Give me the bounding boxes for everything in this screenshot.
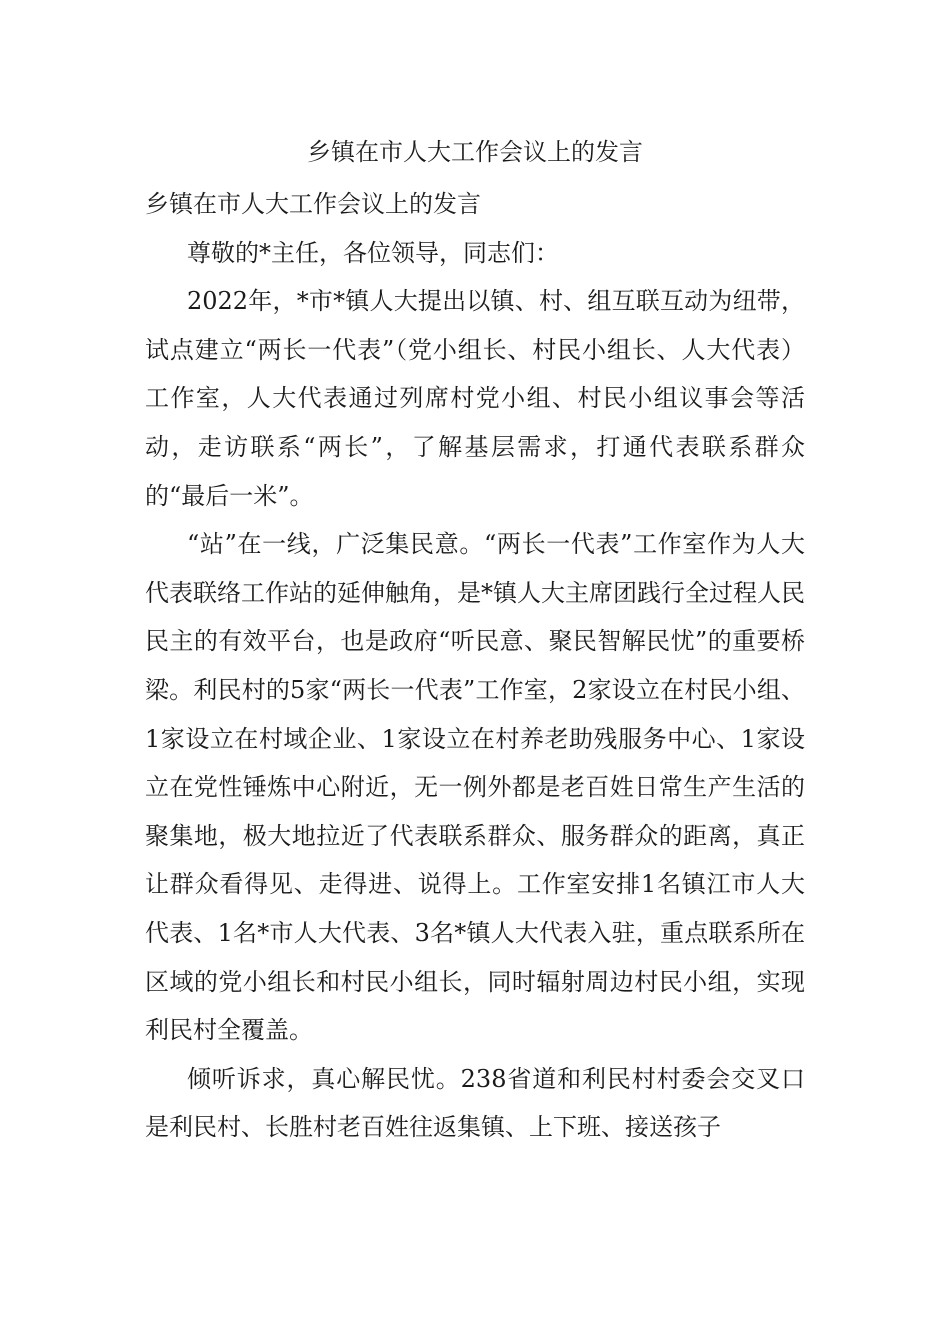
document-title: 乡镇在市人大工作会议上的发言 [307, 138, 643, 166]
body-paragraph: 2022年，*市*镇人大提出以镇、村、组互联互动为纽带，试点建立“两长一代表”（党小组长、村民小组长、人大代表）工作室，人大代表通过列席村党小组、村民小组议事会等活动，走访联系“两长”，了解基层需求，打通代表联系群众的“最后一米”。 [145, 287, 805, 510]
document-subtitle: 乡镇在市人大工作会议上的发言 [145, 190, 481, 218]
document-body [145, 180, 805, 1152]
salutation-paragraph: 尊敬的*主任，各位领导，同志们： [187, 238, 559, 267]
body-paragraph: 倾听诉求，真心解民忧。238省道和利民村村委会交叉口是利民村、长胜村老百姓往返集镇、上下班、接送孩子 [145, 1064, 805, 1142]
body-paragraph: “站”在一线，广泛集民意。“两长一代表”工作室作为人大代表联络工作站的延伸触角，是*镇人大主席团践行全过程人民民主的有效平台，也是政府“听民意、聚民智解民忧”的重要桥梁。利民村的5家“两长一代表”工作室，2家设立在村民小组、1家设立在村域企业、1家设立在村养老助残服务中心、1家设立在党性锤炼中心附近，无一例外都是老百姓日常生产生活的聚集地，极大地拉近了代表联系群众、服务群众的距离，真正让群众看得见、走得进、说得上。工作室安排1名镇江市人大代表、1名*市人大代表、3名*镇人大代表入驻，重点联系所在区域的党小组长和村民小组长，同时辐射周边村民小组，实现利民村全覆盖。 [145, 530, 805, 1045]
